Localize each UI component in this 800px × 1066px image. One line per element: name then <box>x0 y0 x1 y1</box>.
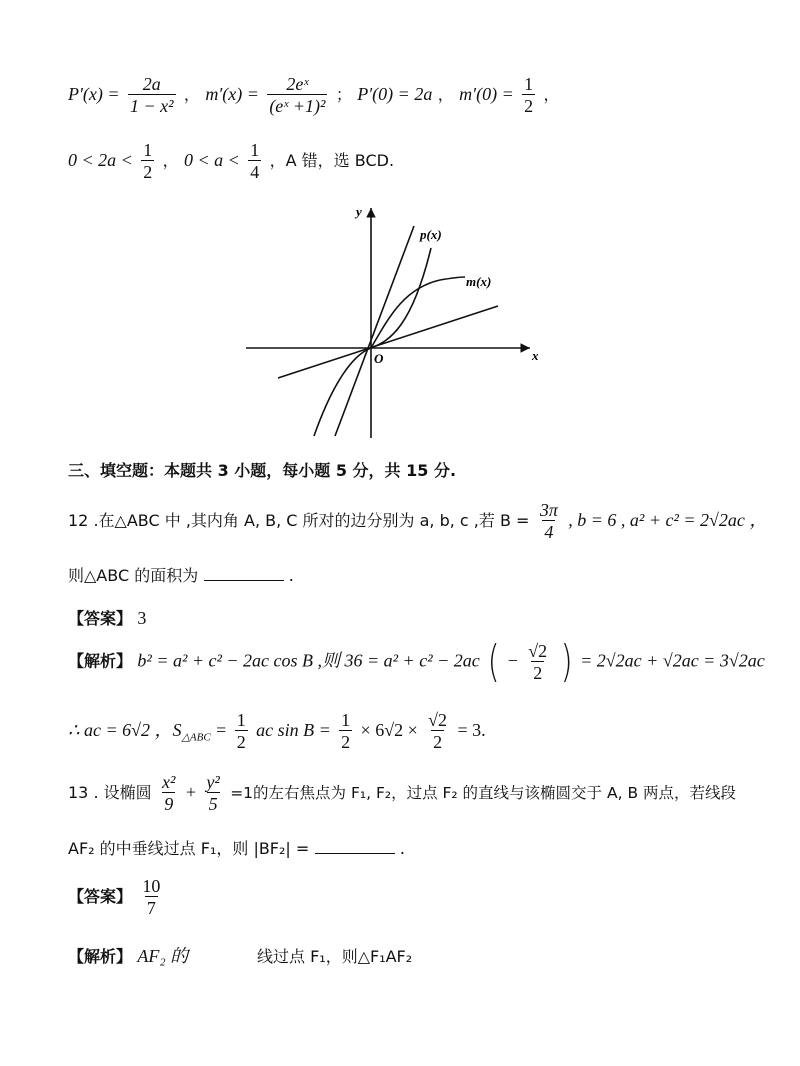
p-derivative-lhs: P′(x) = <box>68 84 120 104</box>
answer-13 <box>68 876 760 919</box>
law-of-cosines: b² = a² + c² − 2ac cos B ,则 36 = a² + c² − 2ac <box>137 650 480 671</box>
fraction-numerator: 1 <box>143 140 153 160</box>
m-derivative-at-zero-fraction <box>522 74 535 117</box>
inequality-line <box>68 140 760 183</box>
inequality-2-lhs: 0 < a < <box>184 150 240 170</box>
fraction-denominator: 2 <box>143 162 153 182</box>
plus: + <box>185 782 196 802</box>
p-curve-label: p(x) <box>420 227 442 242</box>
fraction-denominator: 9 <box>164 794 174 814</box>
paren-close: ) <box>560 636 573 687</box>
fraction-denominator: 2 <box>341 732 351 752</box>
tangent-line-slope-half <box>278 306 498 378</box>
fraction-numerator: √2 <box>528 640 548 661</box>
question-12-line-1 <box>68 500 768 543</box>
x-term-fraction <box>160 772 177 815</box>
period: . <box>400 838 405 858</box>
answer-blank <box>315 839 395 854</box>
p-curve <box>314 248 431 436</box>
answer-12 <box>68 606 760 629</box>
answer-label: 【答案】 <box>68 609 133 628</box>
function-graph <box>240 200 550 445</box>
fraction-denominator: 7 <box>146 898 156 918</box>
angle-b-fraction <box>538 500 560 543</box>
fraction-numerator: 1 <box>236 710 246 730</box>
question-13-text: =1的左右焦点为 F₁, F₂，过点 F₂ 的直线与该椭圆交于 A, B 两点，若线段 <box>230 784 737 802</box>
fraction-numerator: 3π <box>539 500 558 520</box>
p-derivative-fraction <box>128 74 176 117</box>
multiplication: × 6√2 × <box>360 720 418 740</box>
separator: ， <box>183 85 200 104</box>
sin-b-fraction <box>426 710 449 753</box>
fraction-numerator: 2eˣ <box>286 74 309 94</box>
question-12-prompt: 则△ABC 的面积为 <box>68 566 199 585</box>
separator: ， <box>162 151 179 170</box>
half-fraction <box>235 710 248 753</box>
fraction-numerator: 2a <box>142 74 161 94</box>
separator: ， <box>543 85 560 104</box>
period: . <box>289 565 294 585</box>
fraction-numerator: x² <box>162 772 176 792</box>
fraction-numerator: y² <box>206 772 220 792</box>
m-derivative-lhs: m′(x) = <box>205 84 259 104</box>
question-12-suffix: , b = 6 , a² + c² = 2√2ac ， <box>568 510 768 530</box>
solution-12-line-1 <box>68 636 765 687</box>
minus-sign: − <box>507 650 518 671</box>
paren-open: ( <box>487 636 500 687</box>
p-derivative-at-zero: P′(0) = 2a <box>357 84 433 104</box>
section-title: 三、填空题：本题共 3 小题，每小题 5 分，共 15 分. <box>68 461 457 480</box>
question-13-line-2 <box>68 836 760 859</box>
answer-blank <box>204 566 284 581</box>
question-13-line-1 <box>68 772 760 815</box>
fraction-denominator: 2 <box>236 732 246 752</box>
fraction-numerator: 10 <box>142 876 161 896</box>
inequality-2-fraction <box>248 140 261 183</box>
m-derivative-fraction <box>267 74 327 117</box>
conclusion-text: ，A 错，选 BCD. <box>269 151 395 170</box>
solution-13-line-1 <box>68 942 760 968</box>
question-13-prefix: 13 . 设椭圆 <box>68 783 152 802</box>
fraction-denominator: (eˣ +1)² <box>269 96 326 116</box>
derivative-line <box>68 74 760 117</box>
fraction-denominator: 5 <box>208 794 218 814</box>
fraction-denominator: 4 <box>544 522 554 542</box>
question-12-prefix: 12 .在△ABC 中 ,其内角 A, B, C 所对的边分别为 a, b, c ,若 B = <box>68 511 530 530</box>
cos-b-fraction <box>526 641 549 684</box>
question-12-line-2 <box>68 563 760 586</box>
fraction-numerator: 1 <box>524 74 534 94</box>
m-curve-label: m(x) <box>466 274 492 289</box>
area-result: = 3. <box>457 720 486 740</box>
fraction-numerator: 1 <box>341 710 351 730</box>
y-axis-label: y <box>356 204 362 219</box>
area-subscript: △ABC <box>181 731 211 744</box>
fraction-denominator: 2 <box>433 732 443 752</box>
solution-12-result: = 2√2ac + √2ac = 3√2ac <box>580 650 765 671</box>
area-formula: ac sin B = <box>256 720 331 740</box>
ac-value: ∴ ac = 6√2 ，S <box>68 720 182 740</box>
answer-value: 3 <box>137 608 147 628</box>
solution-13-start: AF₂ 的 <box>137 946 189 966</box>
fraction-numerator: 1 <box>250 140 260 160</box>
inequality-1-fraction <box>141 140 154 183</box>
inequality-1-lhs: 0 < 2a < <box>68 150 133 170</box>
y-term-fraction <box>204 772 221 815</box>
fraction-denominator: 4 <box>250 162 260 182</box>
separator: ； <box>335 85 352 104</box>
answer-label: 【答案】 <box>68 887 133 906</box>
solution-label: 【解析】 <box>68 947 133 966</box>
half-fraction <box>339 710 352 753</box>
answer-fraction <box>140 876 162 919</box>
solution-13-continuation: 线过点 F₁，则△F₁AF₂ <box>256 947 413 966</box>
solution-label: 【解析】 <box>68 651 133 671</box>
fraction-denominator: 1 − x² <box>129 96 174 116</box>
origin-label: O <box>374 351 384 366</box>
fraction-denominator: 2 <box>524 96 534 116</box>
fraction-denominator: 2 <box>533 662 543 683</box>
separator: ， <box>437 85 454 104</box>
m-derivative-at-zero-lhs: m′(0) = <box>459 84 514 104</box>
fraction-numerator: √2 <box>428 710 448 730</box>
solution-12-line-2 <box>68 710 760 753</box>
tangent-line-slope-2a <box>335 226 414 436</box>
m-curve <box>371 277 465 348</box>
question-13-prompt: AF₂ 的中垂线过点 F₁，则 |BF₂| = <box>68 839 310 858</box>
equals: = <box>216 720 227 740</box>
x-axis-label: x <box>532 348 539 363</box>
